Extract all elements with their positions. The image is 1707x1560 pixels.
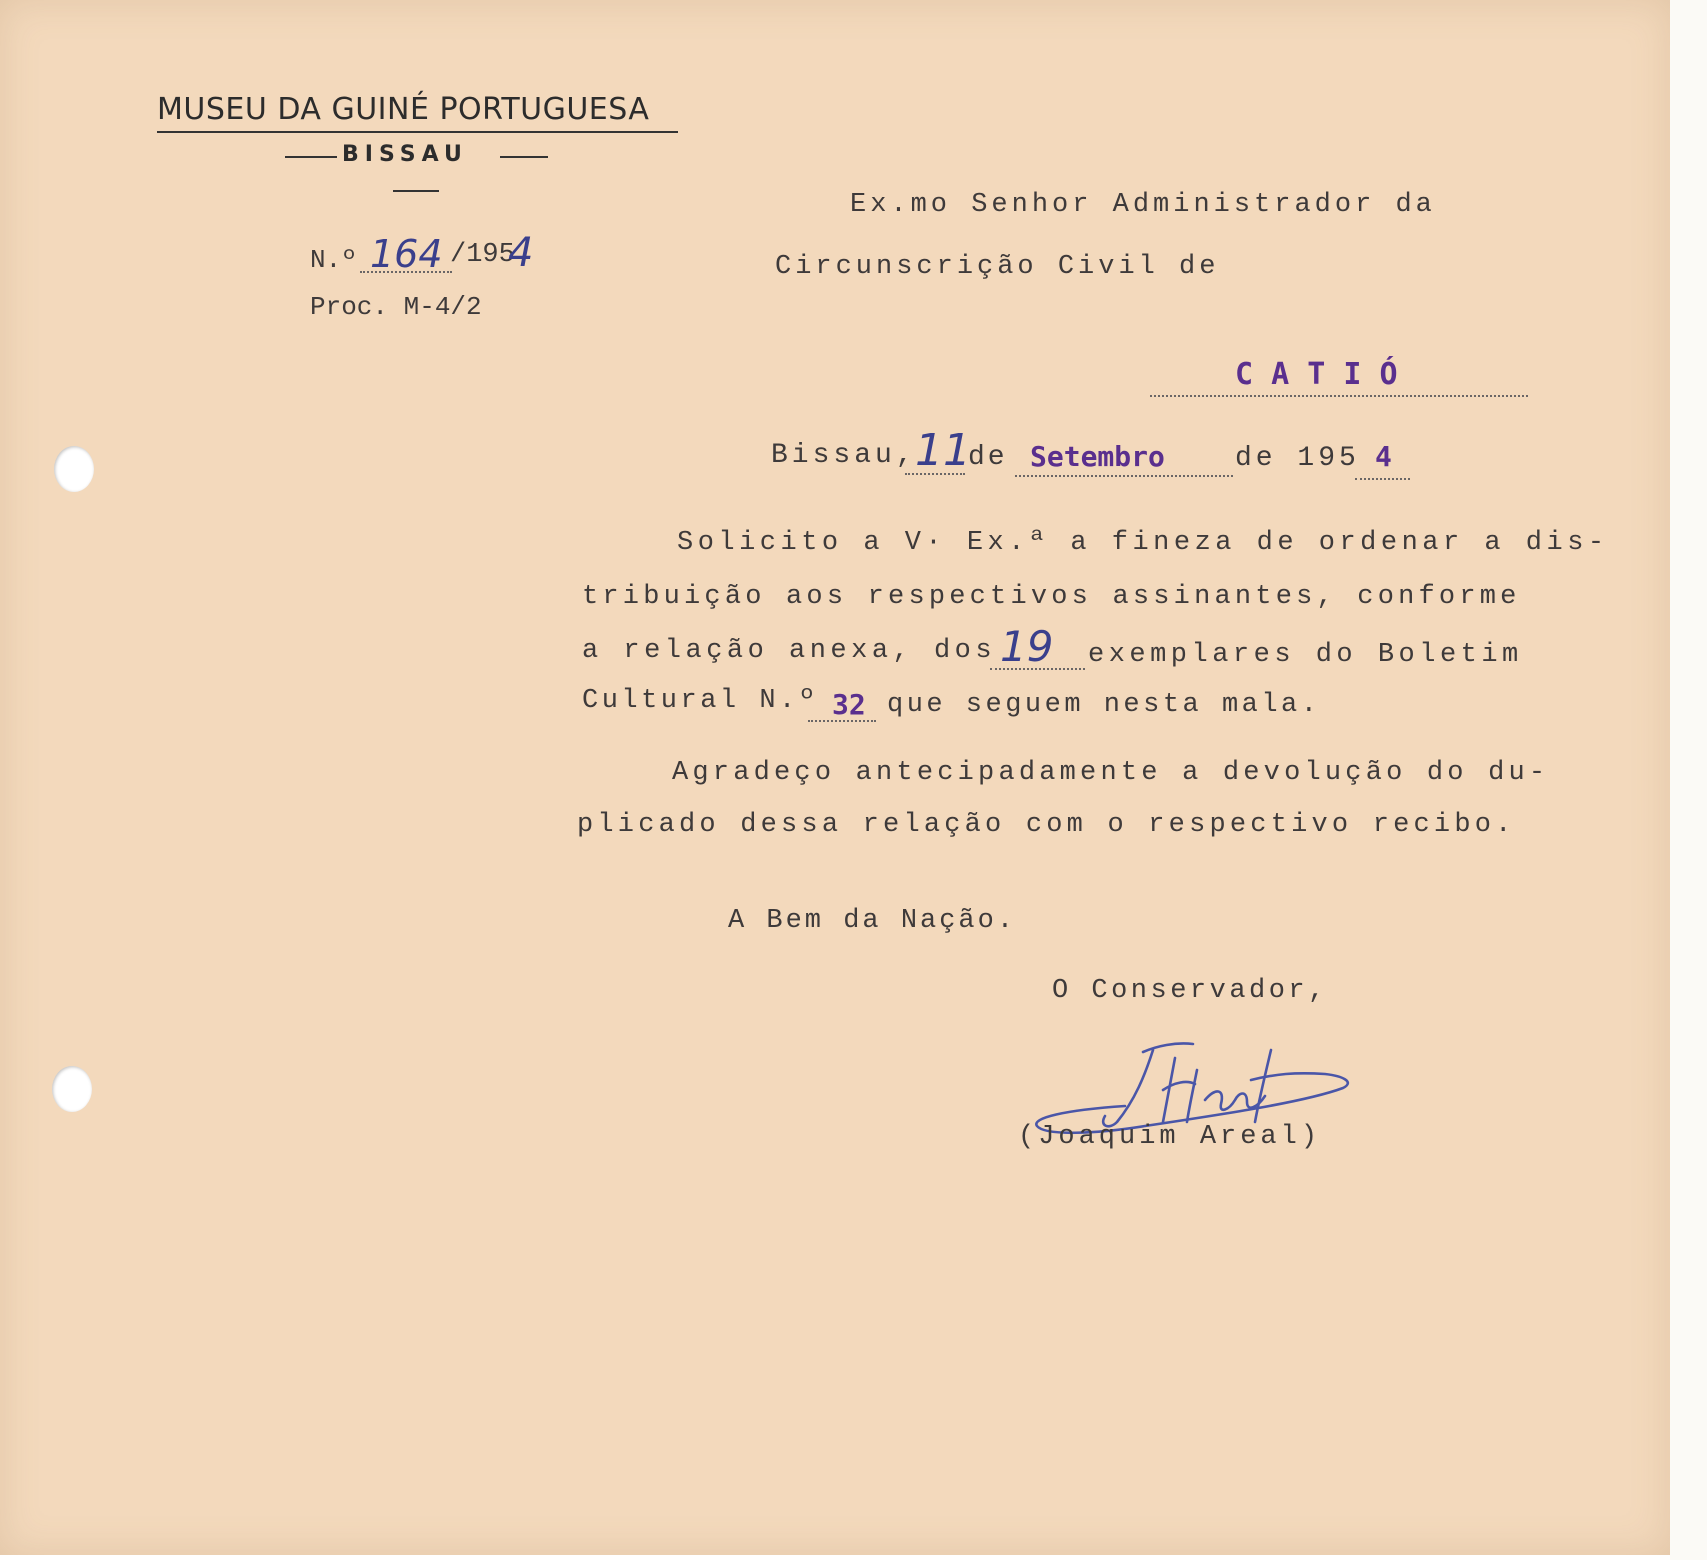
date-year-dots (1355, 478, 1410, 480)
closing-signatory-name: (Joaquim Areal) (1018, 1122, 1322, 1152)
body-p2-line-2: plicado dessa relação com o respectivo recibo. (577, 810, 1516, 840)
body-p1-line-4b: que seguem nesta mala. (887, 690, 1321, 720)
letterhead-dash-right (500, 156, 548, 158)
reference-year-handwritten: 4 (508, 230, 534, 276)
letterhead-rule (157, 131, 678, 133)
date-year-digit: 4 (1375, 440, 1392, 473)
body-copies-handwritten: 19 (1000, 622, 1054, 671)
process-number: Proc. M-4/2 (310, 292, 482, 322)
date-month: Setembro (1030, 440, 1165, 473)
letterhead-ornament (393, 190, 439, 192)
reference-number-handwritten: 164 (370, 232, 443, 276)
punch-hole-top (54, 446, 94, 492)
body-p1-line-3b: exemplares do Boletim (1088, 640, 1523, 670)
letterhead-dash-left (285, 156, 337, 158)
body-p1-line-2: tribuição aos respectivos assinantes, conforme (582, 582, 1521, 612)
date-de-2: de 195 (1235, 443, 1360, 474)
letterhead-city: BISSAU (342, 142, 468, 167)
body-p2-line-1: Agradeço antecipadamente a devolução do du- (672, 758, 1550, 788)
reference-number-label: N.º (310, 245, 357, 275)
date-de-1: de (968, 442, 1008, 473)
date-city: Bissau, (771, 440, 917, 471)
addressee-place: C A T I Ó (1235, 357, 1398, 392)
body-issue-number: 32 (832, 688, 866, 721)
date-month-dots (1015, 475, 1233, 477)
addressee-line-2: Circunscrição Civil de (775, 252, 1220, 282)
body-p1-line-1: Solicito a V· Ex.ª a fineza de ordenar a dis- (677, 528, 1609, 558)
punch-hole-bottom (52, 1066, 92, 1112)
body-p1-line-3a: a relação anexa, dos (582, 636, 997, 666)
scan-margin (1670, 0, 1707, 1560)
closing-title: O Conservador, (1052, 976, 1328, 1006)
closing-salutation: A Bem da Nação. (728, 906, 1017, 936)
letterhead-title: MUSEU DA GUINÉ PORTUGUESA (157, 92, 650, 127)
date-day-handwritten: 11 (915, 425, 971, 476)
body-p1-line-4a: Cultural N.º (582, 686, 819, 716)
reference-year-printed: /195 (450, 240, 515, 270)
addressee-place-dots (1150, 395, 1528, 397)
addressee-line-1: Ex.mo Senhor Administrador da (850, 190, 1436, 220)
